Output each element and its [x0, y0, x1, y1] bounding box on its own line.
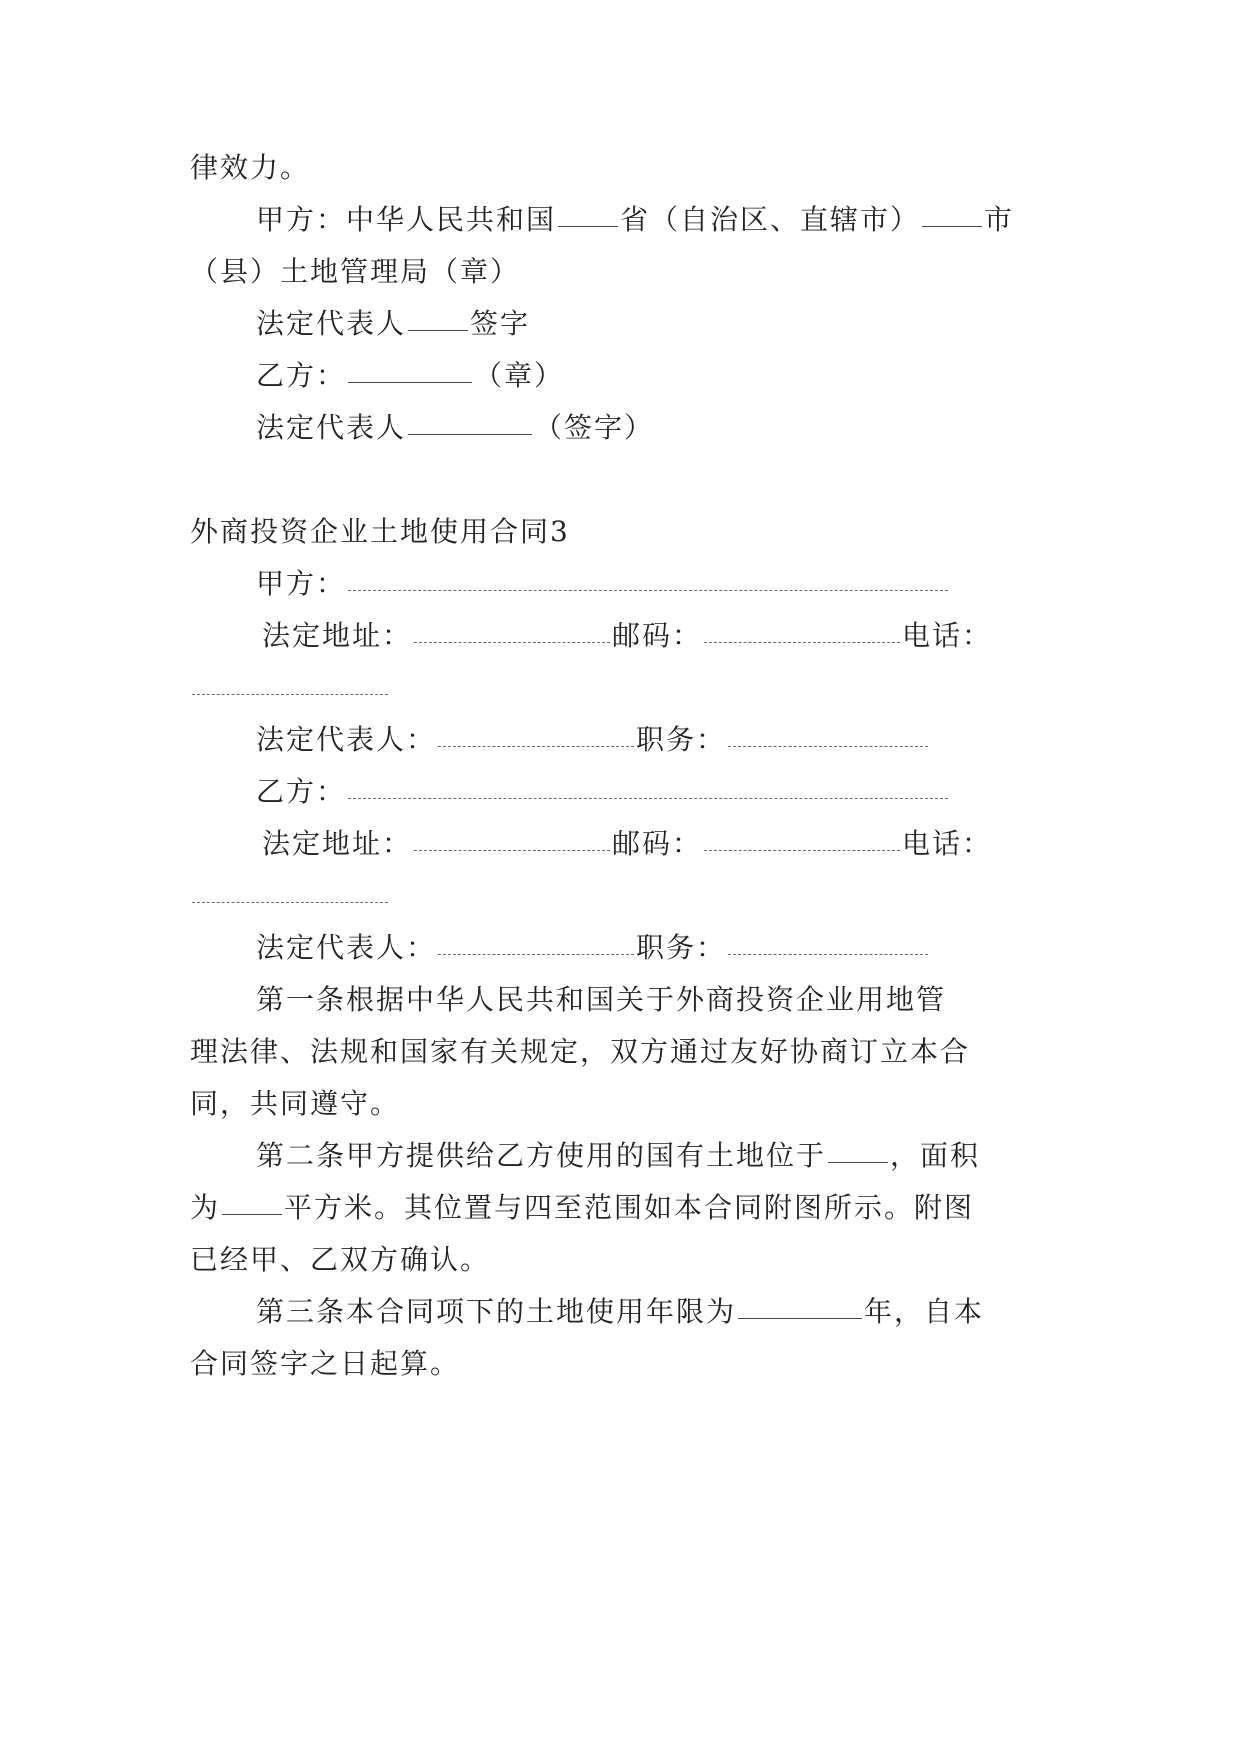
blank-field [414, 822, 610, 851]
blank-field [348, 562, 948, 591]
line-text: 签字 [470, 307, 531, 340]
blank-field [704, 614, 900, 643]
article-2-line [190, 1240, 1050, 1280]
line-text: 法定地址： [262, 619, 413, 652]
line-text: （章） [474, 359, 565, 392]
line-text: 职务： [636, 931, 727, 964]
address-line [262, 824, 1122, 864]
line-text: 邮码： [612, 619, 703, 652]
line-text: 律效力。 [190, 151, 311, 184]
blank-field [192, 874, 388, 903]
line-text: 职务： [636, 723, 727, 756]
party-b-line [256, 356, 1116, 396]
blank-field [558, 198, 618, 227]
line-text: 第二条甲方提供给乙方使用的国有土地位于 [256, 1139, 827, 1172]
party-a-field [256, 564, 1116, 604]
blank-field [922, 198, 982, 227]
party-a-line [256, 200, 1116, 240]
text-line [190, 252, 1050, 292]
line-text: 法定代表人 [256, 307, 407, 340]
line-text: 省（自治区、直辖市） [620, 203, 921, 236]
blank-field [728, 718, 928, 747]
line-text: 法定代表人： [256, 931, 437, 964]
blank-field [438, 926, 634, 955]
line-text: 法定地址： [262, 827, 413, 860]
blank-field [704, 822, 900, 851]
line-text: 第一条根据中华人民共和国关于外商投资企业用地管 [256, 983, 947, 1016]
line-text: 乙方： [256, 775, 347, 808]
line-text: 合同签字之日起算。 [190, 1347, 461, 1380]
article-2-line [256, 1136, 1116, 1176]
representative-line [256, 408, 1116, 448]
representative-line [256, 720, 1116, 760]
blank-field [348, 770, 948, 799]
line-text: （县）土地管理局（章） [190, 255, 521, 288]
address-line [262, 616, 1122, 656]
blank-field [348, 354, 472, 383]
blank-field [408, 302, 468, 331]
line-text: 法定代表人 [256, 411, 407, 444]
blank-field [728, 926, 928, 955]
article-3-line [256, 1292, 1116, 1332]
line-text: 已经甲、乙双方确认。 [190, 1243, 491, 1276]
article-1-line [256, 980, 1116, 1020]
blank-field [192, 666, 388, 695]
line-text: 邮码： [612, 827, 703, 860]
article-2-line [190, 1188, 1050, 1228]
blank-field [828, 1134, 888, 1163]
contract-title [190, 512, 1050, 552]
article-3-line [190, 1344, 1050, 1384]
line-text: 甲方：中华人民共和国 [256, 203, 557, 236]
party-b-field [256, 772, 1116, 812]
line-text: ，面积 [890, 1139, 981, 1172]
blank-field [408, 406, 532, 435]
article-1-line [190, 1084, 1050, 1124]
line-text: 外商投资企业土地使用合同3 [190, 515, 570, 548]
line-text: （签字） [534, 411, 655, 444]
blank-field [738, 1290, 862, 1319]
line-text: 乙方： [256, 359, 347, 392]
line-text: 年，自本 [864, 1295, 985, 1328]
text-line [190, 148, 1050, 188]
line-text: 平方米。其位置与四至范围如本合同附图所示。附图 [284, 1191, 975, 1224]
line-text: 电话： [902, 827, 993, 860]
blank-field [438, 718, 634, 747]
blank-field [414, 614, 610, 643]
article-1-line [190, 1032, 1050, 1072]
line-text: 同，共同遵守。 [190, 1087, 401, 1120]
phone-blank-line [190, 668, 1050, 708]
line-text: 法定代表人： [256, 723, 437, 756]
line-text: 为 [190, 1191, 221, 1224]
representative-line [256, 304, 1116, 344]
line-text: 电话： [902, 619, 993, 652]
representative-line [256, 928, 1116, 968]
line-text: 市 [984, 203, 1015, 236]
line-text: 理法律、法规和国家有关规定，双方通过友好协商订立本合 [190, 1035, 971, 1068]
line-text: 甲方： [256, 567, 347, 600]
line-text: 第三条本合同项下的土地使用年限为 [256, 1295, 737, 1328]
phone-blank-line [190, 876, 1050, 916]
blank-field [222, 1186, 282, 1215]
